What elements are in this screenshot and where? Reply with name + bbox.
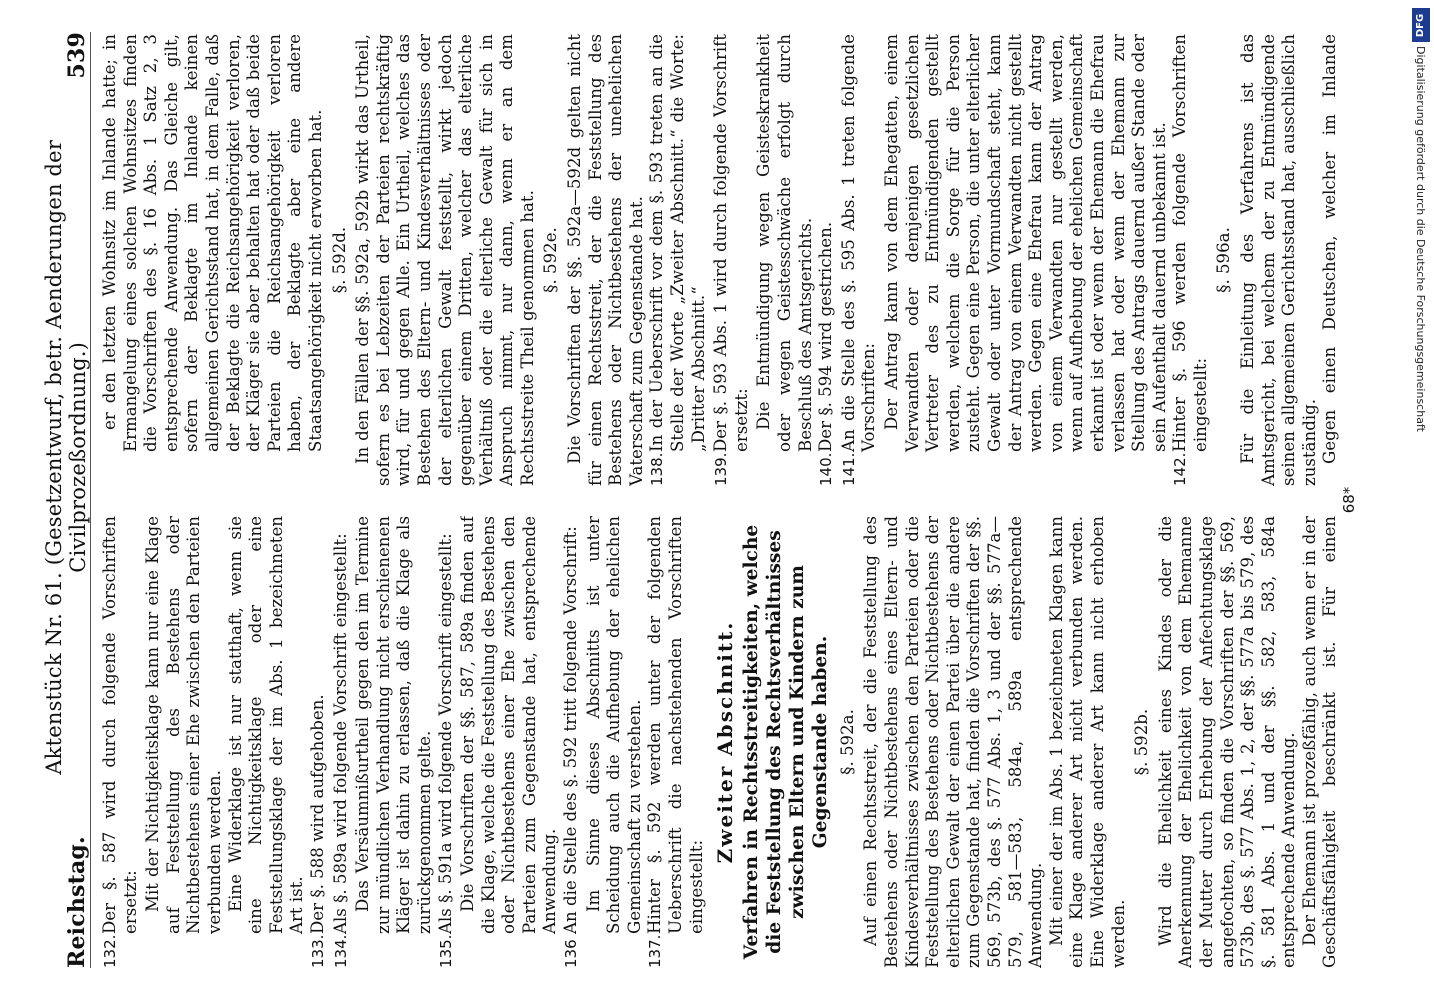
header-left: Reichstag. xyxy=(64,836,90,968)
section-paragraph: Der Ehemann ist prozeßfähig, auch wenn er in der Geschäftsfähigkeit beschränkt ist. Für einen xyxy=(1299,516,1340,968)
item-number: 133. xyxy=(308,934,327,968)
numbered-item xyxy=(647,34,709,486)
item-text: Hinter §. 596 werden folgende Vorschriften eingestellt: xyxy=(1170,34,1210,452)
item-paragraph: Der Antrag kann von dem Ehegatten, einem Verwandten oder demjenigen gesetzlichen Vertreter des zu Entmündigenden gestellt werden, welchem die Sorge für die Person zusteht. Gegen eine Person, die unter elterlicher Gewalt oder unter Vormundschaft steht, kann der Antrag von einem Verwandten nicht gestellt werden. Gegen eine Ehefrau kann der Antrag von einem Verwandten nur gestellt werden, wenn auf Aufhebung der ehelichen Gemeinschaft erkannt ist oder wenn der Ehemann die Ehefrau verlassen hat oder wenn der Ehemann zur Stellung des Antrags dauernd außer Stande oder sein Aufenthalt dauernd unbekannt ist. xyxy=(881,34,1169,452)
item-text: An die Stelle des §. 592 tritt folgende Vorschrift: xyxy=(561,526,581,934)
item-number: 132. xyxy=(101,934,119,968)
item-paragraph: Die Entmündigung wegen Geisteskrankheit oder wegen Geistesschwäche erfolgt durch Beschluß des Amtsgerichts. xyxy=(754,34,815,452)
page-number: 539 xyxy=(64,32,90,79)
section-paragraph: Mit einer der im Abs. 1 bezeichneten Klagen kann eine Klage anderer Art nicht verbunden werden. Eine Widerklage anderer Art kann nicht erhoben werden. xyxy=(1046,516,1128,968)
header-title: Aktenstück Nr. 61. (Gesetzentwurf, betr. Aenderungen der Civilprozeßordnung.) xyxy=(42,139,90,775)
item-paragraph: Das Versäumnißurtheil gegen den im Termine zur mündlichen Verhandlung nicht erschienenen Kläger ist dahin zu erlassen, daß die Klage als zurückgenommen gelte. xyxy=(353,516,434,934)
item-text: An die Stelle des §. 595 Abs. 1 treten folgende Vorschriften: xyxy=(838,34,879,452)
item-number: 135. xyxy=(436,934,455,968)
left-column xyxy=(100,516,1340,968)
section-paragraph: Für die Einleitung des Verfahrens ist das Amtsgericht, bei welchem der zu Entmündigende seinen allgemeinen Gerichtsstand hat, ausschließlich zuständig. xyxy=(1238,34,1319,486)
item-text: Der §. 593 Abs. 1 wird durch folgende Vorschrift ersetzt: xyxy=(711,34,751,452)
item-number: 134. xyxy=(331,934,350,968)
item-text: Hinter §. 592 werden unter der folgenden Ueberschrift die nachstehenden Vorschriften eingestellt: xyxy=(645,516,706,934)
section-label: §. 592a. xyxy=(837,709,857,775)
numbered-item xyxy=(561,516,582,968)
item-text: Der §. 588 wird aufgehoben. xyxy=(307,694,327,934)
item-number: 137. xyxy=(646,934,665,968)
section-paragraph: Auf einen Rechtsstreit, der die Feststellung des Bestehens oder Nichtbestehens eines Eltern- und Kindesverhältnisses zwischen den Parteien oder die Feststellung des Bestehens oder Nichtbestehens der elterlichen Gewalt der einen Partei über die andere zum Gegenstande hat, finden die Vorschriften der §§. 569, 573b, des §. 577 Abs. 1, 3 und der §§. 577a—579, 581—583, 584a, 589a entsprechende Anwendung. xyxy=(861,516,1046,968)
numbered-item xyxy=(308,516,329,968)
section-label: §. 592d. xyxy=(329,226,349,294)
numbered-item xyxy=(839,34,880,486)
item-text: Der §. 594 wird gestrichen. xyxy=(816,221,836,452)
chapter-title: Verfahren in Rechtsstreitigkeiten, welche die Feststellung des Rechtsverhältnisses zwischen Eltern und Kindern zum Gegenstande haben. xyxy=(740,524,831,960)
section-paragraph: Die Vorschriften der §§. 592a—592d gelten nicht für einen Rechtsstreit, der die Feststellung des Bestehens oder Nichtbestehens der unehelichen Vaterschaft zum Gegenstande hat. xyxy=(565,34,646,486)
section-paragraph: Wird die Ehelichkeit eines Kindes oder die Anerkennung der Ehelichkeit von dem Ehemanne der Mutter durch Erhebung der Anfechtungsklage angefochten, so finden die Vorschriften der §§. 569, 573b, des §. 577 Abs. 1, 2, der §§. 577a bis 579, des §. 581 Abs. 1 und der §§. 582, 583, 584a entsprechende Anwendung. xyxy=(1155,516,1299,968)
digitization-sidebar xyxy=(1408,0,1434,1000)
numbered-item xyxy=(645,516,707,968)
numbered-item xyxy=(711,34,752,486)
numbered-item xyxy=(1170,34,1211,486)
item-number: 139. xyxy=(712,452,731,486)
section-label: §. 592e. xyxy=(541,227,561,293)
section-label: §. 592b. xyxy=(1132,708,1152,776)
item-number: 142. xyxy=(1171,452,1190,486)
numbered-item xyxy=(331,516,352,968)
item-number: 136 xyxy=(562,939,581,968)
section-paragraph: Gegen einen Deutschen, welcher im Inlande xyxy=(1320,34,1340,464)
item-text: Als §. 591a wird folgende Vorschrift eingestellt: xyxy=(435,533,455,934)
chapter-heading: Zweiter Abschnitt. xyxy=(713,620,738,864)
section-label: §. 596a. xyxy=(1214,227,1234,293)
signature-mark: 68* xyxy=(1340,486,1358,514)
item-paragraph: Die Vorschriften der §§. 587, 589a finden auf die Klage, welche die Feststellung des Bestehens oder Nichtbestehens einer Ehe zwischen den Parteien zum Gegenstande hat, entsprechende Anwendung. xyxy=(458,516,560,934)
item-number: 138. xyxy=(648,452,667,486)
item-text: In der Ueberschrift vor dem §. 593 treten an die Stelle der Worte „Zweiter Abschnitt.“ die Worte: „Dritter Abschnitt.“ xyxy=(647,34,708,452)
item-number: 141. xyxy=(839,452,858,486)
item-text: Der §. 587 wird durch folgende Vorschriften ersetzt: xyxy=(100,516,140,934)
section-paragraph: In den Fällen der §§. 592a, 592b wirkt das Urtheil, sofern es bei Lebzeiten der Parteien rechtskräftig wird, für und gegen Alle. Ein Urtheil, welches das Bestehen des Eltern- und Kindesverhältnisses oder der elterlichen Gewalt feststellt, wirkt jedoch gegenüber einem Dritten, welcher das elterliche Verhältniß oder die elterliche Gewalt für sich in Anspruch nimmt, nur dann, wenn er an dem Rechtsstreite Theil genommen hat. xyxy=(353,34,537,486)
numbered-item xyxy=(100,516,141,968)
item-number: 140. xyxy=(817,452,836,486)
numbered-item xyxy=(436,516,457,968)
dfg-logo: DFG xyxy=(1412,8,1430,42)
item-paragraph: Eine Widerklage ist nur statthaft, wenn sie eine Nichtigkeitsklage oder eine Feststellungsklage der im Abs. 1 bezeichneten Art ist. xyxy=(225,516,307,934)
item-text: Als §. 589a wird folgende Vorschrift eingestellt: xyxy=(330,533,350,934)
continuation-paragraph: er den letzten Wohnsitz im Inlande hatte; in Ermangelung eines solchen Wohnsitzes finden die Vorschriften des §. 16 Abs. 1 Satz 2, 3 entsprechende Anwendung. Das Gleiche gilt, sofern der Beklagte im Inlande keinen allgemeinen Gerichtsstand hat, in dem Falle, daß der Beklagte die Reichsangehörigkeit verloren, der Kläger sie aber behalten hat oder daß beide Parteien die Reichsangehörigkeit verloren haben, der Beklagte aber eine andere Staatsangehörigkeit nicht erworben hat. xyxy=(100,34,325,452)
item-paragraph: Mit der Nichtigkeitsklage kann nur eine Klage auf Feststellung des Bestehens oder Nichtbestehens einer Ehe zwischen den Parteien verbunden werden. xyxy=(143,516,224,934)
digitization-credit: Digitalisierung gefördert durch die Deutsche Forschungsgemeinschaft xyxy=(1414,46,1427,432)
numbered-item xyxy=(816,34,837,486)
item-paragraph: Im Sinne dieses Abschnitts ist unter Scheidung auch die Aufhebung der ehelichen Gemeinschaft zu verstehen. xyxy=(583,516,644,934)
running-header xyxy=(44,32,91,968)
right-column xyxy=(100,34,1340,486)
